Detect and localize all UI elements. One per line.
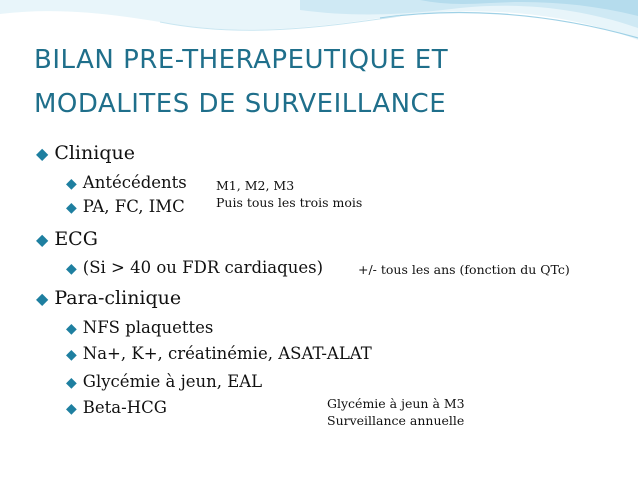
list-item-nfs <box>66 318 213 337</box>
diamond-bullet-icon: ◆ <box>66 321 77 337</box>
list-item-label: Na+, K+, créatinémie, ASAT-ALAT <box>82 344 372 363</box>
note-line: Puis tous les trois mois <box>216 195 363 210</box>
note-line: +/- tous les ans (fonction du QTc) <box>358 262 570 277</box>
list-item-label: NFS plaquettes <box>82 318 214 337</box>
note-ecg <box>358 261 570 278</box>
diamond-bullet-icon: ◆ <box>66 375 77 391</box>
list-item-label: (Si > 40 ou FDR cardiaques) <box>82 258 324 277</box>
list-item-label: Clinique <box>54 142 135 164</box>
list-item-beta-hcg <box>66 398 167 417</box>
list-item-label: PA, FC, IMC <box>82 197 185 216</box>
list-item-glycemie <box>66 372 262 391</box>
diamond-bullet-icon: ◆ <box>66 176 77 192</box>
diamond-bullet-icon: ◆ <box>66 347 77 363</box>
list-item-para-clinique <box>36 287 181 309</box>
diamond-bullet-icon: ◆ <box>66 261 77 277</box>
list-item-antecedents <box>66 173 187 192</box>
list-item-si-40 <box>66 258 323 277</box>
list-item-ecg <box>36 228 98 250</box>
note-biologie <box>327 395 465 429</box>
list-item-label: ECG <box>54 228 98 250</box>
note-clinique <box>216 177 362 211</box>
note-line: M1, M2, M3 <box>216 178 295 193</box>
diamond-bullet-icon: ◆ <box>66 200 77 216</box>
diamond-bullet-icon: ◆ <box>66 401 77 417</box>
list-item-ionogramme <box>66 344 372 363</box>
diamond-bullet-icon: ◆ <box>36 289 49 308</box>
list-item-label: Beta-HCG <box>82 398 167 417</box>
list-item-pa-fc-imc <box>66 197 185 216</box>
title-line-1: BILAN PRE-THERAPEUTIQUE ET <box>34 45 449 75</box>
slide-title <box>34 38 624 126</box>
note-line: Surveillance annuelle <box>327 413 465 428</box>
diamond-bullet-icon: ◆ <box>36 230 49 249</box>
list-item-clinique <box>36 142 135 164</box>
note-line: Glycémie à jeun à M3 <box>327 396 465 411</box>
list-item-label: Para-clinique <box>54 287 182 309</box>
list-item-label: Glycémie à jeun, EAL <box>82 372 263 391</box>
diamond-bullet-icon: ◆ <box>36 144 49 163</box>
title-line-2: MODALITES DE SURVEILLANCE <box>34 89 447 119</box>
list-item-label: Antécédents <box>82 173 187 192</box>
